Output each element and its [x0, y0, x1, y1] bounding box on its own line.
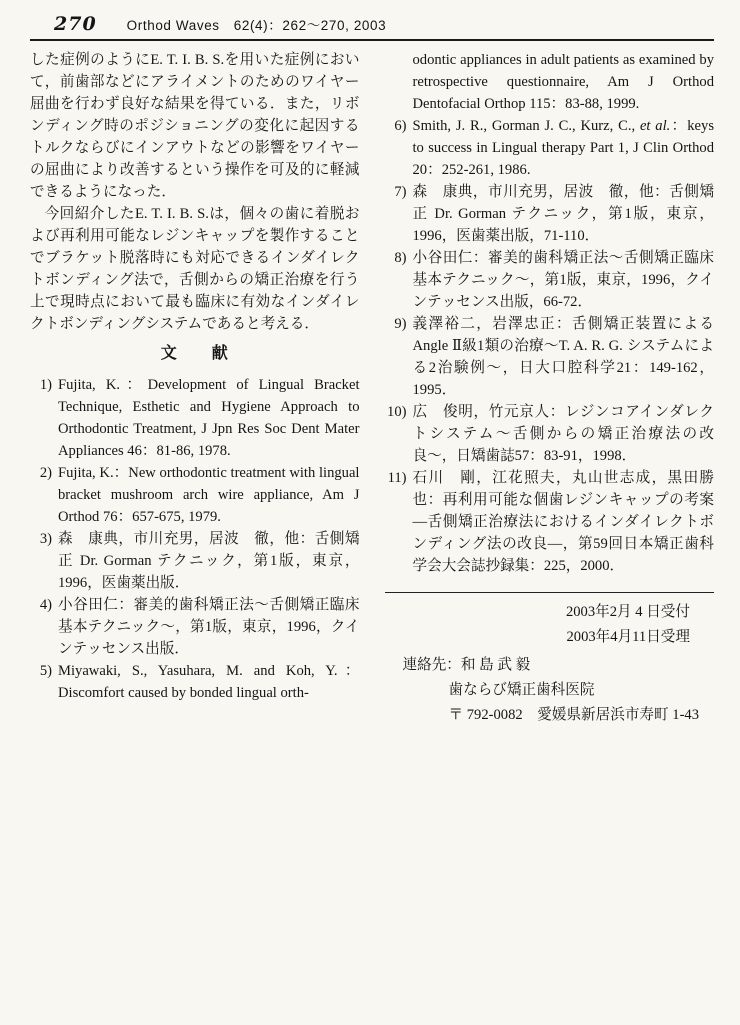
reference-text: odontic appliances in adult patients as examined by retrospective questionnaire, Am J Orthod Dentofacial Orthop 115：83-88, 1999. [412, 52, 714, 112]
reference-item [385, 181, 715, 247]
reference-text: 森 康典，市川充男，居波 徹，他：舌側矯正 Dr. Gorman テクニック，第1版，東京，1996，医歯薬出版，71-110． [412, 184, 714, 244]
reference-number: 1) [39, 377, 52, 393]
journal-citation: Orthod Waves 62(4)：262～270, 2003 [126, 18, 387, 33]
reference-number: 4) [39, 597, 52, 613]
reference-text: 義澤裕二，岩澤忠正：舌側矯正装置による Angle Ⅱ級1類の治療〜T. A. R. G. システムによる2治験例〜，日大口腔科学21：149-162，1995． [412, 316, 714, 398]
reference-text [413, 115, 715, 181]
references-heading: 文 献 [160, 345, 229, 362]
manuscript-dates [385, 600, 715, 650]
reference-text-part: ：keys to success in Lingual therapy Part 1, J Clin Orthod 20：252-261, 1986. [412, 118, 714, 178]
right-column [385, 49, 715, 728]
reference-number [385, 49, 413, 115]
reference-item [385, 115, 715, 181]
page-header [30, 13, 714, 35]
reference-text-part: Smith, J. R., Gorman J. C., Kurz, C., [412, 118, 640, 134]
left-column [30, 49, 360, 728]
reference-item [385, 247, 715, 313]
reference-text: Miyawaki, S., Yasuhara, M. and Koh, Y.：Discomfort caused by bonded lingual orth- [58, 663, 360, 701]
header-rule [30, 39, 714, 41]
accepted-date: 2003年4月11日受理 [566, 629, 690, 645]
reference-item [30, 660, 360, 704]
reference-text: Fujita, K.：Development of Lingual Bracket Technique, Esthetic and Hygiene Approach to Orthodontic Treatment, J Jpn Res Soc Dent Mater Appliances 46：81-86, 1978. [58, 377, 360, 459]
received-date: 2003年2月 4 日受付 [565, 604, 690, 620]
reference-text: Fujita, K.：New orthodontic treatment with lingual bracket mushroom arch wire appliance, Am J Orthod 76：657-675, 1979. [58, 465, 360, 525]
reference-number: 10) [387, 404, 407, 420]
contact-address: 〒 792-0082 愛媛県新居浜市寿町 1-43 [448, 707, 700, 723]
article-body [30, 49, 714, 728]
reference-number: 2) [39, 465, 52, 481]
reference-item-continuation [385, 49, 715, 115]
reference-text: 小谷田仁：審美的歯科矯正法〜舌側矯正臨床基本テクニック〜，第1版，東京，1996，クインテッセンス出版，66-72． [412, 250, 714, 310]
reference-item [30, 374, 360, 462]
reference-number: 6) [394, 118, 407, 134]
contact-name: 連絡先：和 島 武 毅 [402, 657, 531, 673]
reference-item [385, 467, 715, 577]
reference-etal: et al. [639, 118, 671, 134]
reference-item [30, 594, 360, 660]
contact-clinic: 歯ならび矯正歯科医院 [448, 682, 595, 698]
reference-number: 11) [387, 470, 407, 486]
reference-text: 小谷田仁：審美的歯科矯正法〜舌側矯正臨床基本テクニック〜，第1版，東京，1996，クインテッセンス出版． [58, 597, 360, 657]
reference-item [385, 401, 715, 467]
reference-number: 3) [39, 531, 52, 547]
contact-block [385, 653, 715, 728]
body-paragraph: した症例のようにE. T. I. B. S.を用いた症例において，前歯部などにアライメントのためのワイヤー屈曲を行わず良好な結果を得ている．また，リボンディング時のポジショニングの変化に起因するトルクならびにインアウトなどの影響をワイヤーの屈曲により改善するという操作を可及的に軽減できるようになった． [30, 52, 360, 200]
reference-number: 5) [39, 663, 52, 679]
reference-item [30, 528, 360, 594]
reference-number: 9) [394, 316, 407, 332]
reference-item [385, 313, 715, 401]
reference-text: 森 康典，市川充男，居波 徹，他：舌側矯正 Dr. Gorman テクニック，第1版，東京，1996，医歯薬出版． [58, 531, 360, 591]
body-paragraph: 今回紹介したE. T. I. B. S.は，個々の歯に着脱および再利用可能なレジンキャップを製作することでブラケット脱落時にも対応できるインダイレクトボンディング法で，舌側からの矯正治療を行う上で現時点において最も臨床に有効なインダイレクトボンディングシステムであると考える． [30, 206, 360, 332]
reference-number: 7) [394, 184, 407, 200]
reference-text: 広 俊明，竹元京人：レジンコアインダレクトシステム〜舌側からの矯正治療法の改良〜，日矯歯誌57：83-91，1998． [412, 404, 714, 464]
reference-text: 石川 剛，江花照夫，丸山世志成，黒田勝也：再利用可能な個歯レジンキャップの考案―舌側矯正治療法におけるインダイレクトボンディング法の改良―，第59回日本矯正歯科学会大会誌抄録集：225，2000． [412, 470, 714, 574]
reference-number: 8) [394, 250, 407, 266]
page-number: 270 [54, 13, 97, 35]
footer-rule [385, 592, 715, 593]
reference-item [30, 462, 360, 528]
